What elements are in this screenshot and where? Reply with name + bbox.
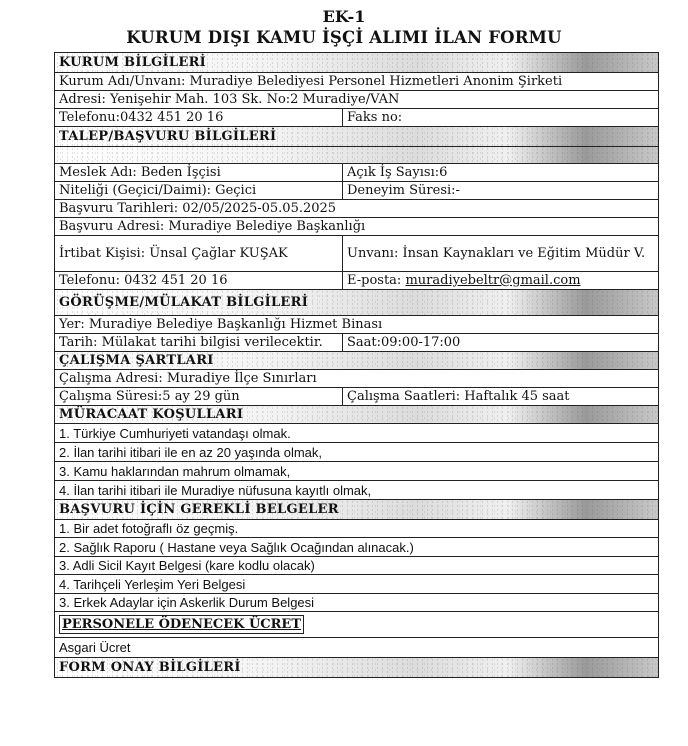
section-belgeler-header: [55, 500, 658, 520]
email-label: E-posta:: [347, 273, 402, 288]
institution-name: Kurum Adı/Unvanı: Muradiye Belediyesi Personel Hizmetleri Anonim Şirketi: [59, 74, 563, 89]
list-item: 2. İlan tarihi itibari ile en az 20 yaşında olmak,: [55, 443, 658, 462]
section-title: BAŞVURU İÇİN GEREKLİ BELGELER: [59, 502, 339, 517]
section-talep-header: [55, 127, 658, 147]
section-title: TALEP/BAŞVURU BİLGİLERİ: [59, 129, 277, 144]
list-item: 3. Kamu haklarından mahrum olmamak,: [55, 462, 658, 481]
row-contact: [55, 236, 658, 272]
row-app-address: [55, 218, 658, 236]
row-work-duration: [55, 388, 658, 406]
application-dates: Başvuru Tarihleri: 02/05/2025-05.05.2025: [59, 201, 337, 216]
experience-required: Deneyim Süresi:-: [347, 183, 460, 198]
section-talep-spacer: [55, 147, 658, 164]
work-address: Çalışma Adresi: Muradiye İlçe Sınırları: [59, 371, 317, 386]
announcement-form: [54, 52, 659, 678]
row-work-address: [55, 370, 658, 388]
institution-address: Adresi: Yenişehir Mah. 103 Sk. No:2 Muradiye/VAN: [59, 92, 400, 107]
row-contact-phone: [55, 272, 658, 290]
list-item: 4. Tarihçeli Yerleşim Yeri Belgesi: [55, 575, 658, 594]
row-kurum-contact: [55, 109, 658, 127]
wage-value: Asgari Ücret: [59, 640, 131, 655]
list-item: 2. Sağlık Raporu ( Hastane veya Sağlık Ocağından alınacak.): [55, 538, 658, 557]
section-title: ÇALIŞMA ŞARTLARI: [59, 353, 214, 368]
contact-phone: Telefonu: 0432 451 20 16: [55, 272, 343, 289]
section-title: FORM ONAY BİLGİLERİ: [59, 660, 241, 675]
work-duration: Çalışma Süresi:5 ay 29 gün: [55, 388, 343, 405]
section-calisma-header: [55, 352, 658, 370]
job-title: Meslek Adı: Beden İşçisi: [55, 164, 343, 181]
institution-phone: Telefonu:0432 451 20 16: [55, 109, 343, 126]
list-item: 4. İlan tarihi itibari ile Muradiye nüfusuna kayıtlı olmak,: [55, 481, 658, 500]
section-gorusme-header: [55, 290, 658, 316]
form-title: KURUM DIŞI KAMU İŞÇİ ALIMI İLAN FORMU: [126, 28, 562, 47]
row-interview-date: [55, 334, 658, 352]
email-link[interactable]: muradiyebeltr@gmail.com: [405, 273, 581, 288]
work-hours: Çalışma Saatleri: Haftalık 45 saat: [347, 389, 570, 404]
list-item: 3. Adli Sicil Kayıt Belgesi (kare kodlu olacak): [55, 557, 658, 575]
section-kurum-header: [55, 53, 658, 73]
annex-label: EK-1: [322, 7, 366, 26]
section-title: MÜRACAAT KOŞULLARI: [59, 407, 244, 422]
row-kurum-name: [55, 73, 658, 91]
row-wage: [55, 638, 658, 658]
contact-email: [343, 272, 658, 289]
section-title: KURUM BİLGİLERİ: [59, 55, 207, 70]
section-title: GÖRÜŞME/MÜLAKAT BİLGİLERİ: [59, 295, 309, 310]
interview-time: Saat:09:00-17:00: [347, 335, 461, 350]
row-job: [55, 164, 658, 182]
interview-date: Tarih: Mülakat tarihi bilgisi verilecektir.: [55, 334, 343, 351]
open-positions: Açık İş Sayısı:6: [347, 165, 448, 180]
section-muracaat-header: [55, 406, 658, 424]
row-kurum-address: [55, 91, 658, 109]
list-item: 3. Erkek Adaylar için Askerlik Durum Belgesi: [55, 594, 658, 612]
interview-place: Yer: Muradiye Belediye Başkanlığı Hizmet Binası: [59, 317, 383, 332]
contact-title: Unvanı: İnsan Kaynakları ve Eğitim Müdür V.: [347, 245, 646, 261]
row-dates: [55, 200, 658, 218]
contact-person: İrtibat Kişisi: Ünsal Çağlar KUŞAK: [55, 236, 343, 271]
job-nature: Niteliği (Geçici/Daimi): Geçici: [55, 182, 343, 199]
section-ucret-header: [55, 612, 658, 638]
section-title: PERSONELE ÖDENECEK ÜCRET: [59, 615, 304, 634]
row-nature: [55, 182, 658, 200]
application-address: Başvuru Adresi: Muradiye Belediye Başkanlığı: [59, 219, 366, 234]
institution-fax: Faks no:: [347, 110, 403, 125]
section-onay-header: [55, 658, 658, 678]
list-item: 1. Türkiye Cumhuriyeti vatandaşı olmak.: [55, 424, 658, 443]
row-interview-place: [55, 316, 658, 334]
list-item: 1. Bir adet fotoğraflı öz geçmiş.: [55, 520, 658, 538]
